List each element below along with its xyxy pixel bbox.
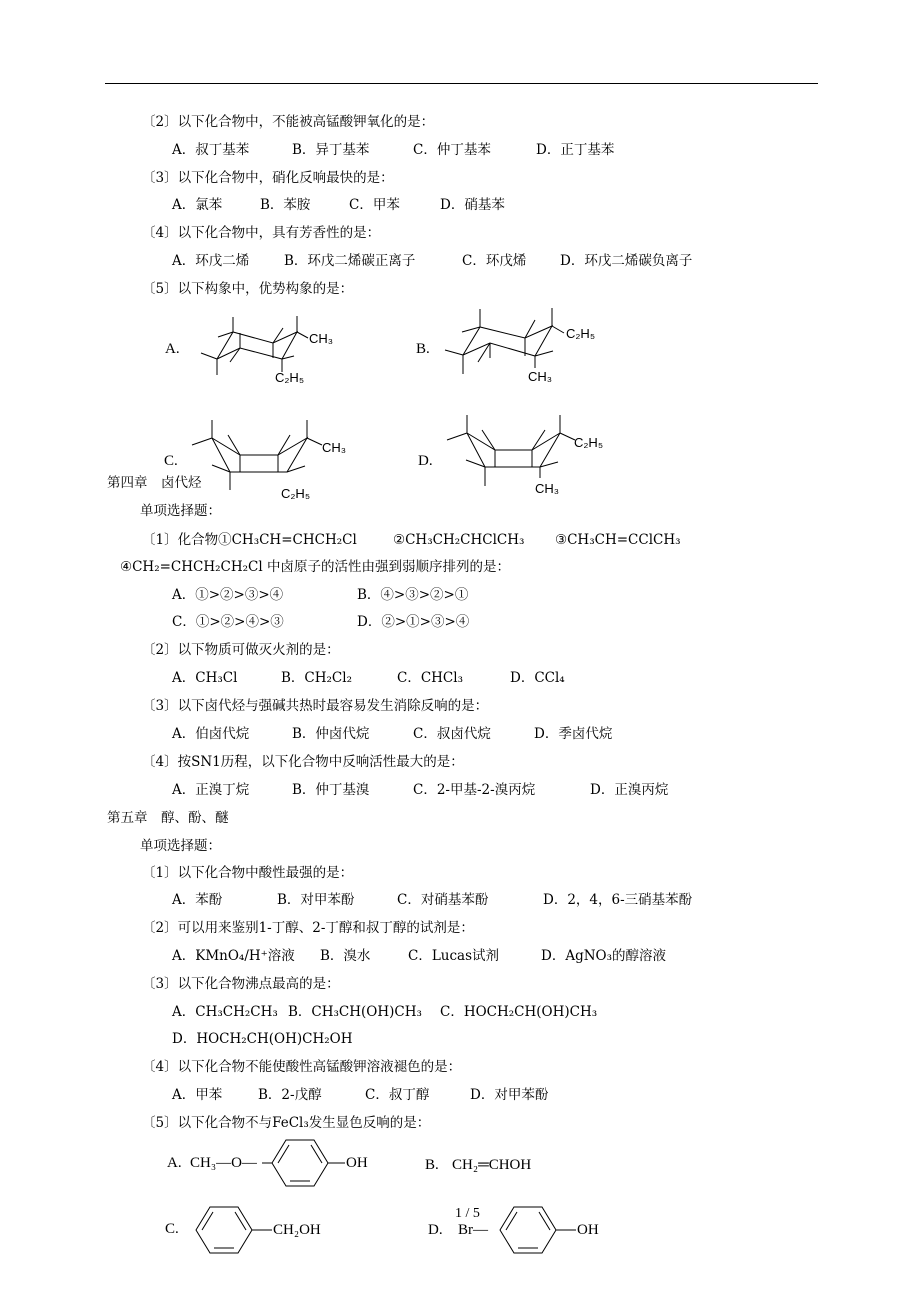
benzene-ring-c [196,1207,272,1253]
option: C．环戊烯 [462,253,527,269]
option: B．2-戊醇 [258,1087,322,1103]
section-subtitle: 单项选择题： [140,838,221,854]
option: A．苯酚 [172,892,223,908]
choice-label: D. [418,453,433,469]
substituent-label: C₂H₅ [281,486,311,501]
question-stem: 〔2〕可以用来鉴别1-丁醇、2-丁醇和叔丁醇的试剂是： [142,920,474,936]
question-stem: 〔3〕以下化合物中，硝化反响最快的是： [142,170,394,186]
question-stem-part: ②CH₃CH₂CHClCH₃ [393,532,525,548]
formula-part: CH₂OH [273,1222,321,1238]
choice-label: C. [164,453,178,469]
substituent-label: CH₃ [322,440,347,455]
option: D．正丁基苯 [536,142,615,158]
chair-a-structure [201,316,308,375]
question-stem: 〔4〕以下化合物中，具有芳香性的是： [142,225,381,241]
question-stem-part: ④CH₂=CHCH₂CH₂Cl 中卤原子的活性由强到弱顺序排列的是： [120,559,510,575]
boat-d-structure [447,415,575,486]
option: B．CH₂Cl₂ [281,670,352,686]
option: B．苯胺 [260,197,311,213]
option: B．仲卤代烷 [292,726,370,742]
question-stem: 〔4〕以下化合物不能使酸性高锰酸钾溶液褪色的是： [142,1059,462,1075]
option: C．叔丁醇 [365,1087,430,1103]
choice-label: B. [425,1157,439,1173]
chapter-title: 第五章 醇、酚、醚 [107,810,229,826]
formula: CH₂═CHOH [452,1157,532,1173]
option: C．对硝基苯酚 [397,892,489,908]
option: C．叔卤代烷 [413,726,491,742]
section-subtitle: 单项选择题： [140,503,221,519]
option: B．仲丁基溴 [292,782,370,798]
option: C．CHCl₃ [397,670,463,686]
choice-label: B. [416,341,430,357]
option: A．①>②>③>④ [172,587,284,603]
option: B．④>③>②>① [357,587,469,603]
question-stem: 〔4〕按SN1历程，以下化合物中反响活性最大的是： [142,754,464,770]
option: B．环戊二烯碳正离子 [284,253,416,269]
option: C．甲苯 [349,197,400,213]
option: C．仲丁基苯 [413,142,491,158]
option: D．正溴丙烷 [590,782,669,798]
option: C．2-甲基-2-溴丙烷 [413,782,536,798]
choice-label: D. [428,1222,443,1238]
question-stem: 〔3〕以下化合物沸点最高的是： [142,976,340,992]
substituent-label: CH₃ [535,481,560,496]
substituent-label: C₂H₅ [566,326,596,341]
formula-part: Br— [458,1222,488,1238]
option: A．叔丁基苯 [172,142,250,158]
formula-part: CH₃—O— [190,1155,257,1171]
option: B．CH₃CH(OH)CH₃ [288,1004,422,1020]
option: A．甲苯 [172,1087,223,1103]
option: D．季卤代烷 [534,726,613,742]
boat-c-structure [192,420,322,490]
option: A．CH₃Cl [172,670,238,686]
question-stem: 〔2〕以下物质可做灭火剂的是： [142,642,340,658]
option: D．②>①>③>④ [357,614,470,630]
chair-b-structure [445,308,564,374]
formula-part: OH [346,1155,368,1171]
option: D．HOCH₂CH(OH)CH₂OH [172,1031,353,1047]
option: C．Lucas试剂 [408,948,500,964]
option: A．伯卤代烷 [172,726,250,742]
formula-part: OH [577,1222,599,1238]
option: D．环戊二烯碳负离子 [560,253,693,269]
option: B．异丁基苯 [292,142,370,158]
benzene-ring-d [500,1207,576,1253]
option: C．①>②>④>③ [172,614,284,630]
substituent-label: C₂H₅ [574,435,604,450]
option: A．CH₃CH₂CH₃ [172,1004,278,1020]
option: A．环戊二烯 [172,253,250,269]
question-stem: 〔3〕以下卤代烃与强碱共热时最容易发生消除反响的是： [142,698,489,714]
page-number: 1 / 5 [455,1206,480,1221]
option: A．KMnO₄/H⁺溶液 [172,948,295,964]
option: B．对甲苯酚 [277,892,355,908]
substituent-label: CH₃ [309,331,334,346]
option: A．氯苯 [172,197,223,213]
question-stem: 〔1〕以下化合物中酸性最强的是： [142,865,354,881]
option: D．对甲苯酚 [470,1087,549,1103]
option: D．CCl₄ [510,670,565,686]
question-stem: 〔5〕以下构象中，优势构象的是： [142,281,354,297]
question-stem: 〔5〕以下化合物不与FeCl₃发生显色反响的是： [142,1115,431,1131]
option: D．2，4，6-三硝基苯酚 [543,892,693,908]
question-stem: 〔1〕化合物①CH₃CH=CHCH₂Cl [142,532,357,548]
option: A．正溴丁烷 [172,782,250,798]
question-stem-part: ③CH₃CH=CClCH₃ [555,532,681,548]
option: B．溴水 [320,948,371,964]
substituent-label: CH₃ [528,369,553,384]
substituent-label: C₂H₅ [275,370,305,385]
question-stem: 〔2〕以下化合物中，不能被高锰酸钾氧化的是： [142,114,435,130]
choice-label: A. [165,341,180,357]
option: C．HOCH₂CH(OH)CH₃ [440,1004,598,1020]
chapter-title: 第四章 卤代烃 [107,475,202,491]
benzene-ring-a [262,1140,345,1186]
choice-label: C. [165,1221,179,1237]
option: D．硝基苯 [440,197,505,213]
option: D．AgNO₃的醇溶液 [541,948,667,964]
choice-label: A. [167,1155,182,1171]
